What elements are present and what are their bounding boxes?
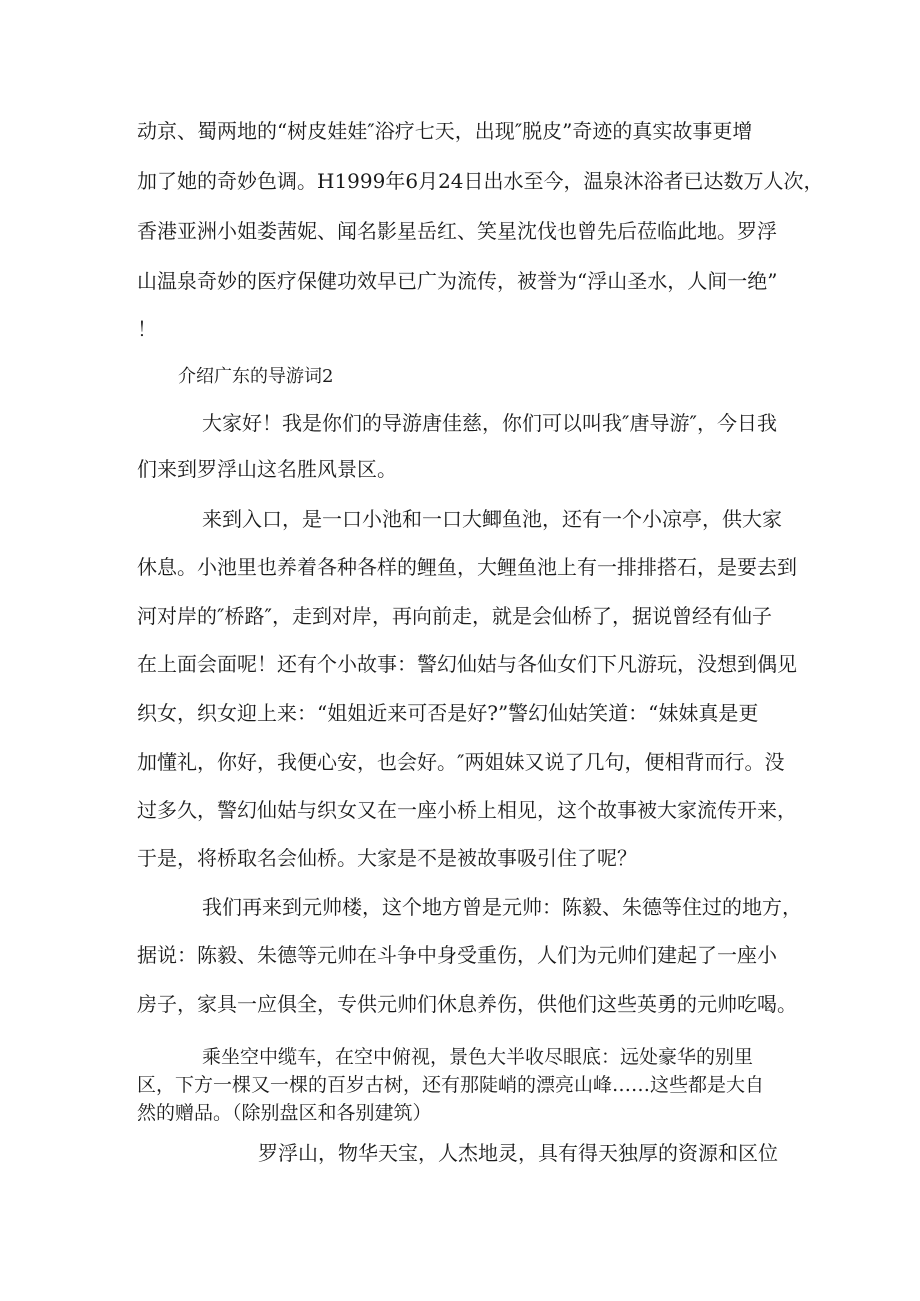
paragraph-3-line-1: 来到入口，是一口小池和一口大鲫鱼池，还有一个小凉亭，供大家 [202,507,782,531]
paragraph-1-line-5: ！ [137,317,157,341]
section-heading: 介绍广东的导游词2 [178,366,334,387]
paragraph-4-line-2: 据说：陈毅、朱德等元帅在斗争中身受重伤，人们为元帅们建起了一座小 [137,943,777,967]
paragraph-3-line-3: 河对岸的″桥路″，走到对岸，再向前走，就是会仙桥了，据说曾经有仙子 [137,604,772,628]
paragraph-4-line-1: 我们再来到元帅楼，这个地方曾是元帅：陈毅、朱德等住过的地方， [202,895,802,919]
paragraph-4-line-3: 房子，家具一应俱全，专供元帅们休息养伤，供他们这些英勇的元帅吃喝。 [137,992,797,1016]
paragraph-3-line-6: 加懂礼，你好，我便心安，也会好。″两姐妹又说了几句，便相背而行。没 [137,750,785,774]
paragraph-3-line-4: 在上面会面呢！还有个小故事：警幻仙姑与各仙女们下凡游玩，没想到偶见 [137,652,797,676]
paragraph-5-line-2: 区，下方一棵又一棵的百岁古树，还有那陡峭的漂亮山峰……这些都是大自 [137,1074,765,1096]
paragraph-6-line-1: 罗浮山，物华天宝，人杰地灵，具有得天独厚的资源和区位 [258,1141,778,1165]
paragraph-1-line-4: 山温泉奇妙的医疗保健功效早已广为流传，被誉为“浮山圣水，人间一绝” [137,269,778,293]
paragraph-5-line-3: 然的赠品。（除别盘区和各别建筑） [137,1102,432,1124]
paragraph-3-line-7: 过多久，警幻仙姑与织女又在一座小桥上相见，这个故事被大家流传开来， [137,798,797,822]
paragraph-3-line-5: 织女，织女迎上来：“姐姐近来可否是好?”警幻仙姑笑道：“妹妹真是更 [137,701,759,725]
paragraph-1-line-1: 动京、蜀两地的“树皮娃娃″浴疗七天，出现″脱皮”奇迹的真实故事更增 [137,119,753,143]
paragraph-1-line-3: 香港亚洲小姐娄茜妮、闻名影星岳红、笑星沈伐也曾先后莅临此地。罗浮 [137,219,777,243]
paragraph-2-line-1: 大家好！我是你们的导游唐佳慈，你们可以叫我″唐导游″，今日我 [202,411,777,435]
paragraph-3-line-8: 于是，将桥取名会仙桥。大家是不是被故事吸引住了呢？ [137,846,637,870]
paragraph-2-line-2: 们来到罗浮山这名胜风景区。 [137,457,397,481]
paragraph-3-line-2: 休息。小池里也养着各种各样的鲤鱼，大鲤鱼池上有一排排搭石，是要去到 [137,555,797,579]
paragraph-5-line-1: 乘坐空中缆车，在空中俯视，景色大半收尽眼底：远处豪华的别里 [202,1046,754,1068]
paragraph-1-line-2: 加了她的奇妙色调。H1999年6月24日出水至今，温泉沐浴者已达数万人次， [137,169,824,193]
